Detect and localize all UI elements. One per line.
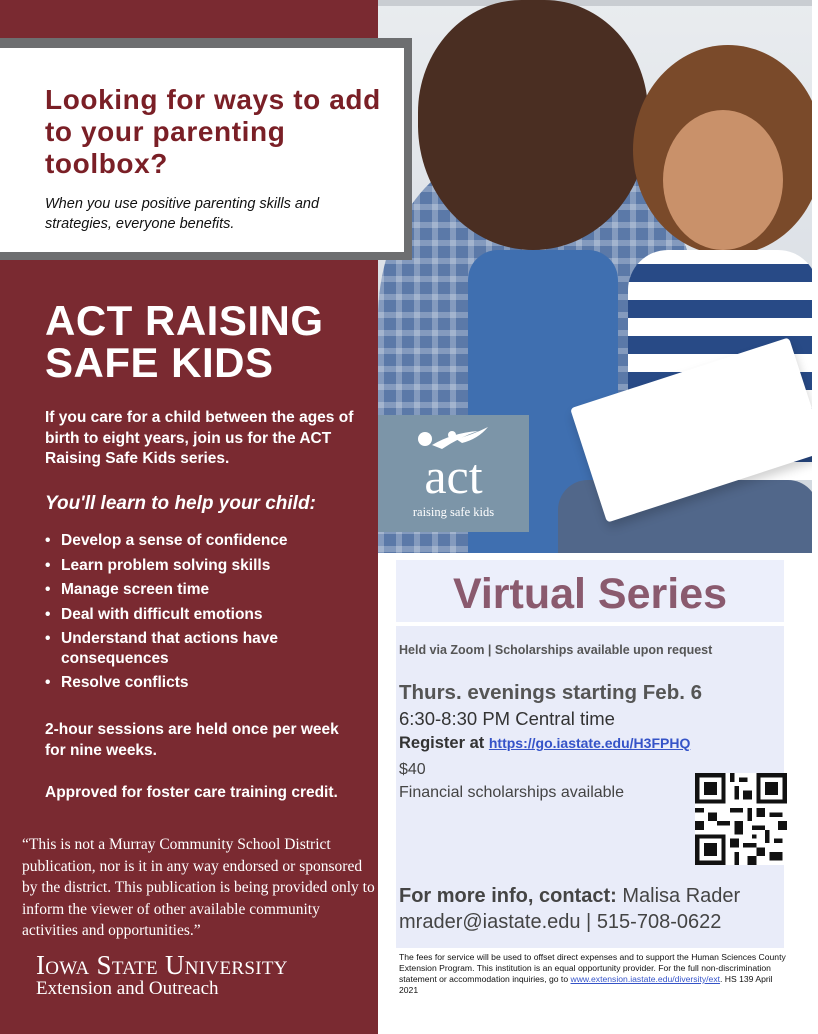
headline-title: Looking for ways to add to your parenting toolbox? [45, 84, 381, 179]
price: $40 [399, 761, 426, 778]
program-intro: If you care for a child between the ages of birth to eight years, join us for the ACT Raising Safe Kids series. [45, 409, 354, 467]
act-logo-word: act [424, 448, 483, 504]
schedule-day: Thurs. evenings starting Feb. 6 [399, 681, 703, 704]
contact-info [399, 883, 740, 935]
fees-suffix: . HS 139 April 2021 [399, 974, 773, 995]
register-line [399, 734, 690, 753]
sessions-text: 2-hour sessions are held once per week for nine weeks. [45, 721, 339, 759]
virtual-series-title: Virtual Series [452, 570, 728, 618]
headline-subtitle: When you use positive parenting skills and strategies, everyone benefits. [45, 196, 320, 232]
contact-name: Malisa Rader [622, 885, 741, 907]
skills-list [45, 531, 365, 698]
register-link[interactable]: https://go.iastate.edu/H3FPHQ [488, 735, 691, 751]
qr-code-icon[interactable] [695, 773, 787, 865]
contact-label: For more info, contact: [399, 885, 617, 907]
fees-statement [399, 952, 789, 996]
foster-credit-text: Approved for foster care training credit. [45, 784, 338, 801]
isu-logo-sub: Extension and Outreach [36, 978, 219, 999]
learn-heading: You'll learn to help your child: [45, 493, 316, 514]
schedule-time: 6:30-8:30 PM Central time [399, 708, 615, 729]
contact-email-phone: mrader@iastate.edu | 515-708-0622 [399, 911, 722, 933]
list-item: • Resolve conflicts [45, 673, 365, 693]
program-title: ACT RAISING SAFE KIDS [45, 297, 324, 386]
fees-text: The fees for service will be used to offset direct expenses and to support the Human Sciences County Extension Program. This institution is an equal opportunity provider. For the full non-discrimination statement or accommodation inquiries, go to [399, 952, 786, 984]
financial-scholarships: Financial scholarships available [399, 784, 625, 801]
list-item: • Deal with difficult emotions [45, 605, 365, 625]
district-disclaimer: “This is not a Murray Community School District publication, nor is it in any way endorsed or sponsored by the district. This publication is being provided only to inform the viewer of other available community activities and opportunities.” [22, 836, 375, 939]
list-item: • Develop a sense of confidence [45, 531, 365, 551]
headline-card [0, 38, 412, 260]
list-item: • Understand that actions have consequences [45, 629, 365, 668]
list-item: • Learn problem solving skills [45, 556, 365, 576]
act-logo [378, 415, 529, 532]
isu-logo-name: Iowa State University [36, 950, 288, 980]
diversity-link[interactable]: www.extension.iastate.edu/diversity/ext [570, 974, 721, 984]
act-logo-tagline: raising safe kids [412, 505, 495, 519]
list-item: • Manage screen time [45, 580, 365, 600]
register-label: Register at [399, 734, 485, 752]
zoom-note: Held via Zoom | Scholarships available upon request [399, 643, 713, 657]
